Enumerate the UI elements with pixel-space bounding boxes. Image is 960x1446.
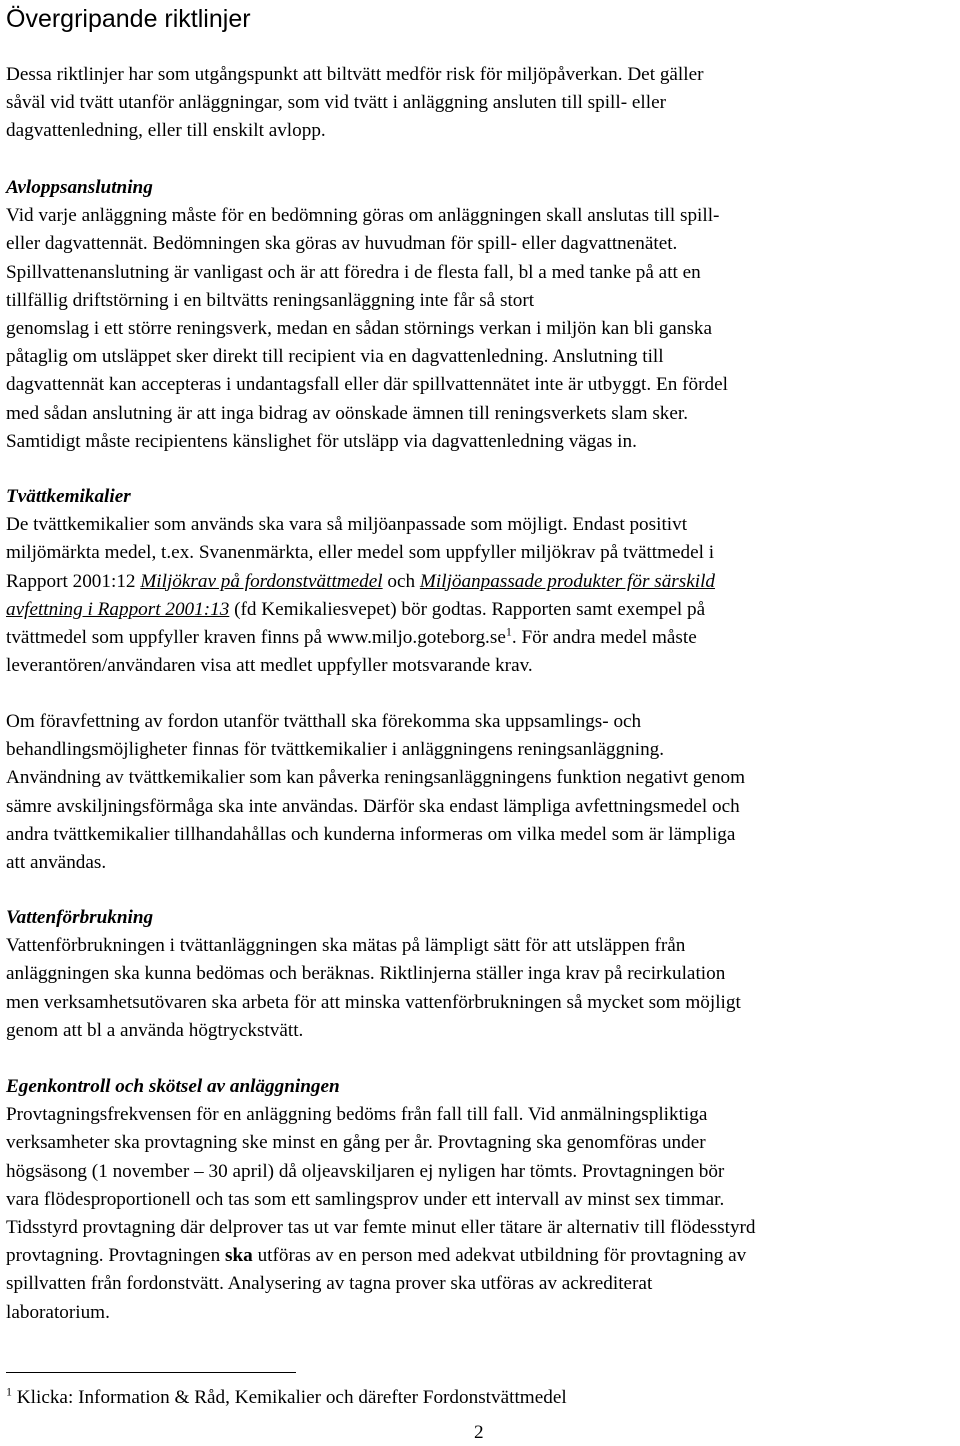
text-line: andra tvättkemikalier tillhandahållas och kunderna informeras om vilka medel som är lämpliga [6, 823, 736, 845]
text-run: provtagning. Provtagningen [6, 1245, 226, 1267]
text-line: De tvättkemikalier som används ska vara så miljöanpassade som möjligt. Endast positivt [6, 514, 688, 536]
section-heading: Egenkontroll och skötsel av anläggningen [6, 1076, 340, 1097]
section-vattenforbrukning [6, 904, 958, 1045]
text-run: tvättmedel som uppfyller kraven finns på www.miljo.goteborg.se [6, 626, 506, 648]
text-line: Samtidigt måste recipientens känslighet för utsläpp via dagvattenledning vägas in. [6, 430, 637, 452]
text-line: dagvattenledning, eller till enskilt avlopp. [6, 120, 326, 142]
section-tvattkemikalier [6, 483, 958, 680]
text-line: tillfällig driftstörning i en biltvätts reningsanläggning inte får så stort [6, 289, 535, 311]
text-line: Vid varje anläggning måste för en bedömning göras om anläggningen skall anslutas till spill- [6, 205, 720, 227]
section-heading: Tvättkemikalier [6, 486, 131, 507]
report-title-link: Miljökrav på fordonstvättmedel [140, 570, 383, 592]
text-line: behandlingsmöjligheter finnas för tvättkemikalier i anläggningens reningsanläggning. [6, 739, 665, 761]
text-line: verksamheter ska provtagning ske minst en gång per år. Provtagning ska genomföras under [6, 1132, 706, 1154]
text-line: vara flödesproportionell och tas som ett samlingsprov under ett intervall av minst sex timmar. [6, 1188, 725, 1210]
text-line: anläggningen ska kunna bedömas och beräknas. Riktlinjerna ställer inga krav på recirkulation [6, 963, 726, 985]
text-line: Vattenförbrukningen i tvättanläggningen ska mätas på lämpligt sätt för att utsläppen från [6, 935, 686, 957]
intro-paragraph [6, 61, 958, 146]
footnote [6, 1385, 567, 1411]
text-line: högsäsong (1 november – 30 april) då oljeavskiljaren ej nyligen har tömts. Provtagningen bör [6, 1160, 725, 1182]
text-line: med sådan anslutning är att inga bidrag av oönskade ämnen till reningsverkets slam sker. [6, 402, 689, 424]
text-line: Användning av tvättkemikalier som kan påverka reningsanläggningens funktion negativt genom [6, 767, 746, 789]
text-line [6, 596, 958, 624]
footnote-divider [6, 1372, 296, 1373]
text-line [6, 568, 958, 596]
text-line: dagvattennät kan accepteras i undantagsfall eller där spillvattennätet inte är utbyggt. En fördel [6, 374, 728, 396]
page-number: 2 [474, 1422, 484, 1443]
text-line: Tidsstyrd provtagning där delprover tas ut var femte minut eller tätare är alternativ till flödesstyrd [6, 1216, 756, 1238]
section-heading: Vattenförbrukning [6, 907, 154, 928]
footnote-text: Klicka: Information & Råd, Kemikalier och därefter Fordonstvättmedel [12, 1387, 567, 1408]
report-title-link: avfettning i Rapport 2001:13 [6, 598, 230, 620]
text-line: miljömärkta medel, t.ex. Svanenmärkta, eller medel som uppfyller miljökrav på tvättmedel i [6, 542, 715, 564]
footnote-marker: 1 [6, 1384, 12, 1399]
text-run: (fd Kemikaliesvepet) bör godtas. Rapporten samt exempel på [229, 598, 706, 620]
text-line: leverantören/användaren visa att medlet uppfyller motsvarande krav. [6, 655, 533, 677]
text-line: laboratorium. [6, 1301, 110, 1323]
text-line [6, 624, 958, 652]
text-line: genomslag i ett större reningsverk, medan en sådan störnings verkan i miljön kan bli ganska [6, 317, 713, 339]
footnote-reference: 1 [505, 624, 512, 639]
text-run: . För andra medel måste [511, 626, 697, 648]
text-line: såväl vid tvätt utanför anläggningar, som vid tvätt i anläggning ansluten till spill- eller [6, 92, 666, 114]
text-line: påtaglig om utsläppet sker direkt till recipient via en dagvattenledning. Anslutning till [6, 346, 664, 368]
text-line: Provtagningsfrekvensen för en anläggning bedöms från fall till fall. Vid anmälningspliktiga [6, 1104, 708, 1126]
text-run: utföras av en person med adekvat utbildning för provtagning av [252, 1245, 747, 1267]
page-title: Övergripande riktlinjer [6, 5, 251, 33]
text-line: genom att bl a använda högtryckstvätt. [6, 1019, 304, 1041]
text-line: Spillvattenanslutning är vanligast och är att föredra i de flesta fall, bl a med tanke på att en [6, 261, 701, 283]
text-line: men verksamhetsutövaren ska arbeta för att minska vattenförbrukningen så mycket som möjligt [6, 991, 741, 1013]
section-avloppsanslutning [6, 174, 958, 456]
text-run: och [382, 570, 420, 592]
text-line: eller dagvattennät. Bedömningen ska göras av huvudman för spill- eller dagvattnenätet. [6, 233, 678, 255]
section-heading: Avloppsanslutning [6, 177, 153, 198]
section-egenkontroll [6, 1073, 958, 1327]
text-line: spillvatten från fordonstvätt. Analysering av tagna prover ska utföras av ackrediterat [6, 1273, 653, 1295]
text-line: Om föravfettning av fordon utanför tvätthall ska förekomma ska uppsamlings- och [6, 711, 642, 732]
report-title-link: Miljöanpassade produkter för särskild [419, 570, 716, 592]
text-line: sämre avskiljningsförmåga ska inte användas. Därför ska endast lämpliga avfettningsmedel och [6, 795, 740, 817]
text-run: Rapport 2001:12 [6, 570, 141, 592]
text-line: att användas. [6, 851, 107, 873]
emphasis-text: ska [225, 1245, 253, 1267]
text-line: Dessa riktlinjer har som utgångspunkt att biltvätt medför risk för miljöpåverkan. Det gäller [6, 64, 704, 85]
text-line [6, 1242, 958, 1270]
section-foravfettning [6, 708, 958, 877]
